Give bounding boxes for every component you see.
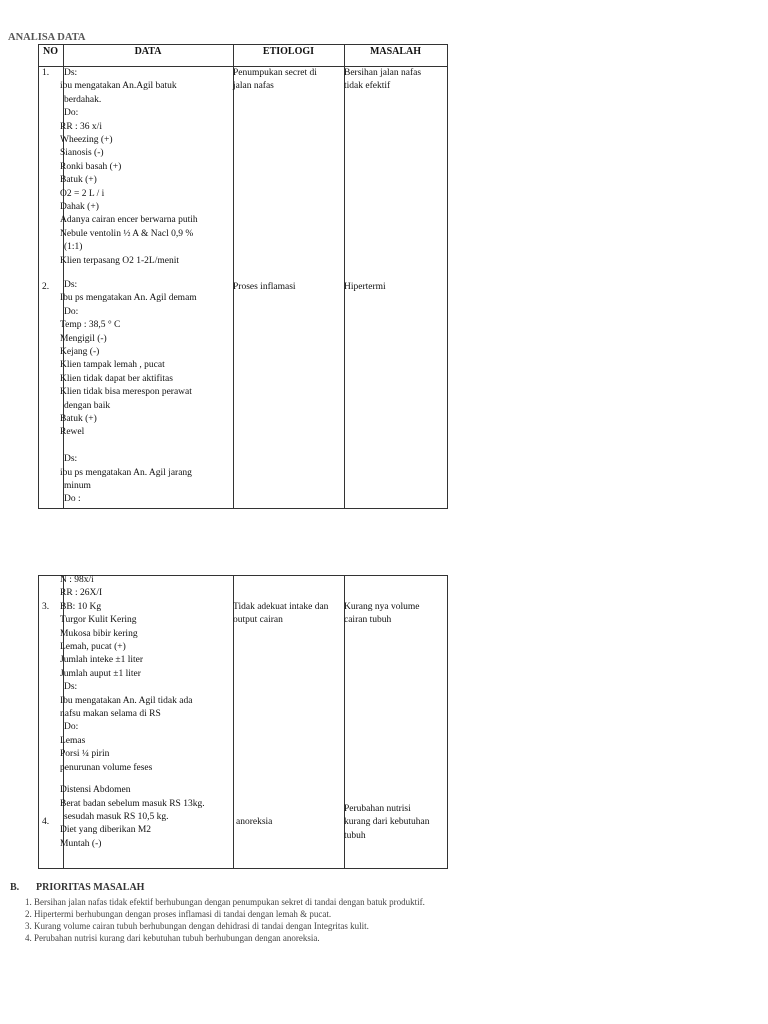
row-masalah bbox=[344, 803, 448, 843]
data-line: Wheezing (+) bbox=[60, 135, 113, 146]
data-line: Turgor Kulit Kering bbox=[60, 615, 137, 626]
etiologi-line: anoreksia bbox=[236, 817, 273, 827]
row-number: 4. bbox=[42, 817, 50, 827]
data-line: Dahak (+) bbox=[60, 202, 99, 213]
etiologi-line: Tidak adekuat intake dan bbox=[233, 602, 329, 612]
etiologi-line: jalan nafas bbox=[233, 81, 274, 92]
section-title: PRIORITAS MASALAH bbox=[36, 882, 145, 893]
data-line: Ronki basah (+) bbox=[60, 161, 122, 172]
etiologi-line: Proses inflamasi bbox=[233, 282, 296, 292]
priority-item: 4. Perubahan nutrisi kurang dari kebutuhan tubuh berhubungan dengan anoreksia. bbox=[34, 932, 425, 944]
header-data: DATA bbox=[134, 46, 162, 57]
data-line: berdahak. bbox=[64, 94, 102, 105]
table-border bbox=[38, 44, 39, 509]
data-line bbox=[60, 440, 235, 453]
data-line bbox=[60, 775, 235, 784]
row-etiologi bbox=[233, 281, 345, 294]
data-line: Ds: bbox=[64, 682, 78, 693]
masalah-line: Perubahan nutrisi bbox=[344, 804, 411, 814]
masalah-line: Kurang nya volume bbox=[344, 602, 420, 612]
section-letter: B. bbox=[10, 882, 20, 893]
row-data bbox=[60, 574, 235, 851]
data-line: penurunan volume feses bbox=[60, 762, 153, 773]
row-masalah bbox=[344, 67, 448, 94]
row-etiologi bbox=[233, 601, 345, 628]
row-masalah bbox=[344, 601, 448, 628]
table-border bbox=[344, 44, 345, 509]
data-line: dengan baik bbox=[64, 400, 111, 411]
data-line: BB: 10 Kg bbox=[60, 601, 102, 612]
data-line: Ibu ps mengatakan An. Agil demam bbox=[60, 293, 197, 304]
data-line: (1:1) bbox=[64, 242, 83, 253]
data-line: Batuk (+) bbox=[60, 414, 97, 425]
masalah-line: Hipertermi bbox=[344, 282, 386, 292]
data-line: Do : bbox=[64, 494, 81, 505]
table-border bbox=[447, 44, 448, 509]
data-line: Lemah, pucat (+) bbox=[60, 642, 126, 653]
data-line: Do: bbox=[64, 722, 79, 733]
data-line: sesudah masuk RS 10,5 kg. bbox=[64, 811, 169, 822]
priority-list bbox=[0, 896, 425, 944]
row-number: 1. bbox=[42, 68, 50, 78]
etiologi-line: Penumpukan secret di bbox=[233, 68, 317, 78]
etiologi-line: output cairan bbox=[233, 615, 283, 626]
masalah-line: cairan tubuh bbox=[344, 615, 392, 626]
data-line: Ds: bbox=[64, 68, 78, 78]
document-heading: ANALISA DATA bbox=[8, 32, 86, 43]
data-line: Klien tampak lemah , pucat bbox=[60, 360, 165, 371]
data-line: nafsu makan selama di RS bbox=[60, 709, 161, 720]
masalah-line: tubuh bbox=[344, 830, 366, 841]
data-line: Distensi Abdomen bbox=[60, 785, 131, 796]
data-line: Mengigil (-) bbox=[60, 333, 107, 344]
data-line: Muntah (-) bbox=[60, 838, 102, 849]
data-line: Jumlah inteke ±1 liter bbox=[60, 655, 144, 666]
data-line: Klien tidak dapat ber aktifitas bbox=[60, 373, 173, 384]
row-number: 2. bbox=[42, 282, 50, 292]
priority-item: 1. Bersihan jalan nafas tidak efektif berhubungan dengan penumpukan sekret di tandai dengan batuk produktif. bbox=[34, 896, 425, 908]
data-line: Berat badan sebelum masuk RS 13kg. bbox=[60, 798, 205, 809]
data-line: Porsi ¼ pirin bbox=[60, 749, 110, 760]
data-line: Klien terpasang O2 1-2L/menit bbox=[60, 255, 179, 266]
table-border bbox=[38, 575, 39, 869]
masalah-line: Bersihan jalan nafas bbox=[344, 68, 422, 78]
data-line: Lemas bbox=[60, 735, 86, 746]
data-line: minum bbox=[64, 481, 91, 492]
data-line: Rewel bbox=[60, 427, 85, 438]
data-line: Ds: bbox=[64, 454, 78, 465]
data-line: Adanya cairan encer berwarna putih bbox=[60, 215, 198, 226]
masalah-line: kurang dari kebutuhan bbox=[344, 817, 430, 828]
row-number: 3. bbox=[42, 602, 50, 612]
row-data bbox=[60, 67, 235, 268]
row-etiologi bbox=[233, 67, 345, 94]
table-border bbox=[38, 868, 448, 869]
data-line: Ibu mengatakan An. Agil tidak ada bbox=[60, 695, 193, 706]
data-line: N : 98x/i bbox=[60, 575, 94, 585]
header-etiologi: ETIOLOGI bbox=[262, 46, 315, 57]
data-line: Jumlah auput ±1 liter bbox=[60, 668, 141, 679]
header-masalah: MASALAH bbox=[369, 46, 422, 57]
data-line: Nebule ventolin ½ A & Nacl 0,9 % bbox=[60, 228, 194, 239]
data-line: Klien tidak bisa merespon perawat bbox=[60, 387, 192, 398]
row-data bbox=[60, 279, 235, 507]
data-line: Do: bbox=[64, 306, 79, 317]
data-line: ibu ps mengatakan An. Agil jarang bbox=[60, 467, 192, 478]
data-line: Sianosis (-) bbox=[60, 148, 104, 159]
data-line: Temp : 38,5 ° C bbox=[60, 320, 121, 331]
data-line: ibu mengatakan An.Agil batuk bbox=[60, 81, 177, 92]
data-line: Diet yang diberikan M2 bbox=[60, 825, 152, 836]
data-line: O2 = 2 L / i bbox=[60, 188, 105, 199]
section-b-heading bbox=[10, 882, 144, 893]
row-etiologi bbox=[236, 816, 344, 829]
data-line: Do: bbox=[64, 108, 79, 119]
data-line: Ds: bbox=[64, 280, 78, 290]
data-line: RR : 26X/I bbox=[60, 588, 103, 599]
data-line: Mukosa bibir kering bbox=[60, 628, 138, 639]
data-line: RR : 36 x/i bbox=[60, 121, 102, 132]
table-border bbox=[38, 508, 448, 509]
data-line: Kejang (-) bbox=[60, 347, 100, 358]
priority-item: 2. Hipertermi berhubungan dengan proses inflamasi di tandai dengan lemah & pucat. bbox=[34, 908, 425, 920]
header-no: NO bbox=[43, 46, 58, 57]
row-masalah bbox=[344, 281, 448, 294]
priority-item: 3. Kurang volume cairan tubuh berhubungan dengan dehidrasi di tandai dengan Integritas kulit. bbox=[34, 920, 425, 932]
data-line: Batuk (+) bbox=[60, 175, 97, 186]
masalah-line: tidak efektif bbox=[344, 81, 391, 92]
